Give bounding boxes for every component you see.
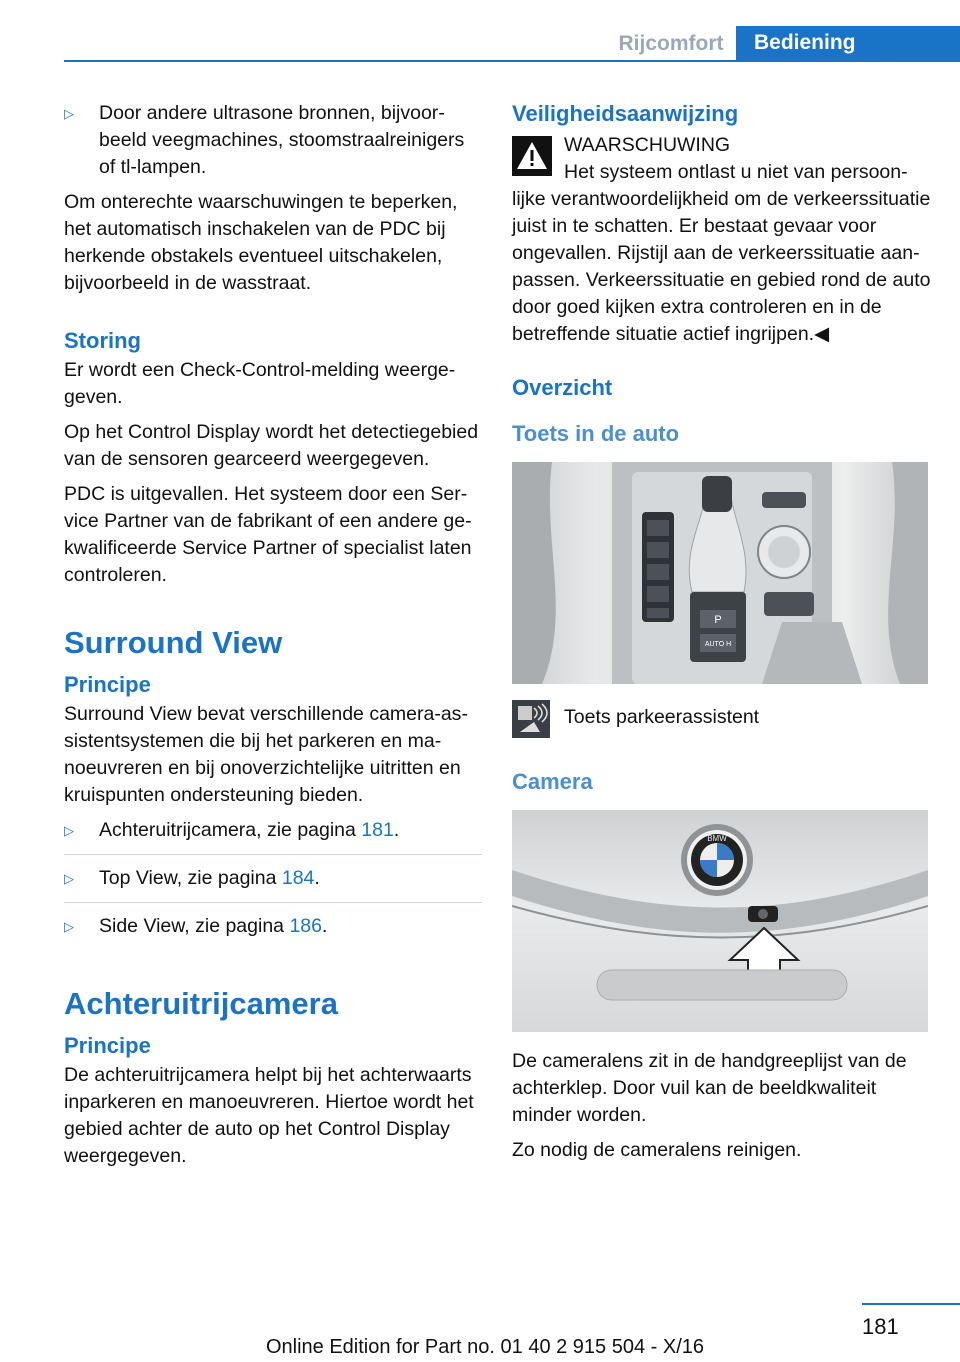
icon-legend-label: Toets parkeerassistent xyxy=(564,706,760,728)
warning-block xyxy=(512,132,932,159)
rear-camera-photo xyxy=(512,810,928,1032)
list-item: ▷ Achteruitrijcamera, zie pagina 181. xyxy=(64,817,482,855)
triangle-bullet-icon: ▷ xyxy=(64,823,74,838)
chapter-heading-surround-view: Surround View xyxy=(64,625,283,660)
triangle-bullet-icon: ▷ xyxy=(64,106,74,121)
warning-triangle-icon xyxy=(512,136,552,176)
icon-legend xyxy=(512,700,932,740)
page-link[interactable]: 184 xyxy=(281,867,315,889)
parking-assistant-icon xyxy=(512,700,550,738)
footer-edition-text: Online Edition for Part no. 01 40 2 915 504 - X/16 xyxy=(265,1336,705,1358)
footer-rule xyxy=(862,1303,960,1305)
camera-systems-list xyxy=(64,817,482,950)
auto-hold-label: AUTO H xyxy=(704,641,732,648)
paragraph: Zo nodig de cameralens reinigen. xyxy=(512,1139,802,1161)
parking-brake-label: P xyxy=(714,614,722,626)
logo-text: BMW xyxy=(707,834,727,843)
subsection-heading-toets: Toets in de auto xyxy=(512,421,680,446)
right-column xyxy=(512,100,932,1172)
header-tab-bediening[interactable]: Bediening xyxy=(736,26,960,62)
paragraph: Er wordt een Check-Control-melding weergegeven. xyxy=(64,359,456,408)
list-item: ▷ Top View, zie pagina 184. xyxy=(64,865,482,903)
center-console-photo xyxy=(512,462,928,684)
warning-text: Het systeem ontlast u niet van persoonlijke verantwoordelijkheid om de verkeerssituatie juist in te schatten. Er bestaat gevaar voor ongevallen. Rijstijl aan de verkeerssituatie aanpassen. Verkeerssituatie en gebied rond de auto door goed kijken extra controleren en in de betreffende situatie actief ingrijpen.◀ xyxy=(512,161,931,345)
header-tab-rijcomfort[interactable]: Rijcomfort xyxy=(618,32,724,55)
subsection-heading-camera: Camera xyxy=(512,769,593,794)
page-link[interactable]: 181 xyxy=(361,819,394,841)
section-heading-principe: Principe xyxy=(64,672,151,697)
paragraph: Op het Control Display wordt het detectiegebied van de sensoren gearceerd weergegeven. xyxy=(64,421,479,470)
left-column xyxy=(64,100,482,1178)
bullet-list-top xyxy=(64,100,482,181)
triangle-bullet-icon: ▷ xyxy=(64,919,74,934)
list-item: ▷ Side View, zie pagina 186. xyxy=(64,913,482,950)
page-number: 181 xyxy=(862,1314,899,1339)
page-link[interactable]: 186 xyxy=(289,915,322,937)
section-heading-principe: Principe xyxy=(64,1033,151,1058)
paragraph: De achteruitrijcamera helpt bij het achterwaarts inparkeren en manoeuvreren. Hiertoe wordt het gebied achter de auto op het Control Display weergegeven. xyxy=(64,1064,474,1167)
paragraph: De cameralens zit in de handgreeplijst van de achterklep. Door vuil kan de beeldkwaliteit minder worden. xyxy=(512,1050,907,1126)
section-heading-storing: Storing xyxy=(64,328,141,353)
header-rule xyxy=(64,60,960,62)
list-item: ▷ Door andere ultrasone bronnen, bijvoorbeeld veegmachines, stoomstraalreinigers of tl-lampen. xyxy=(64,102,465,178)
section-heading-overzicht: Overzicht xyxy=(512,375,613,400)
paragraph: PDC is uitgevallen. Het systeem door een Service Partner van de fabrikant of een andere gekwalificeerde Service Partner of specialist laten controleren. xyxy=(64,483,472,586)
section-heading-veiligheidsaanwijzing: Veiligheidsaanwijzing xyxy=(512,101,739,126)
triangle-bullet-icon: ▷ xyxy=(64,871,74,886)
chapter-heading-achteruitrijcamera: Achteruitrijcamera xyxy=(64,986,338,1021)
paragraph: Surround View bevat verschillende camera-assistentsystemen die bij het parkeren en manoeuvreren en bij onoverzichtelijke uitritten en kruispunten ondersteuning bieden. xyxy=(64,703,468,806)
paragraph: Om onterechte waarschuwingen te beperken, het automatisch inschakelen van de PDC bij herkende obstakels eventueel uitschakelen, bijvoorbeeld in de wasstraat. xyxy=(64,191,458,294)
warning-title: WAARSCHUWING xyxy=(564,134,731,156)
